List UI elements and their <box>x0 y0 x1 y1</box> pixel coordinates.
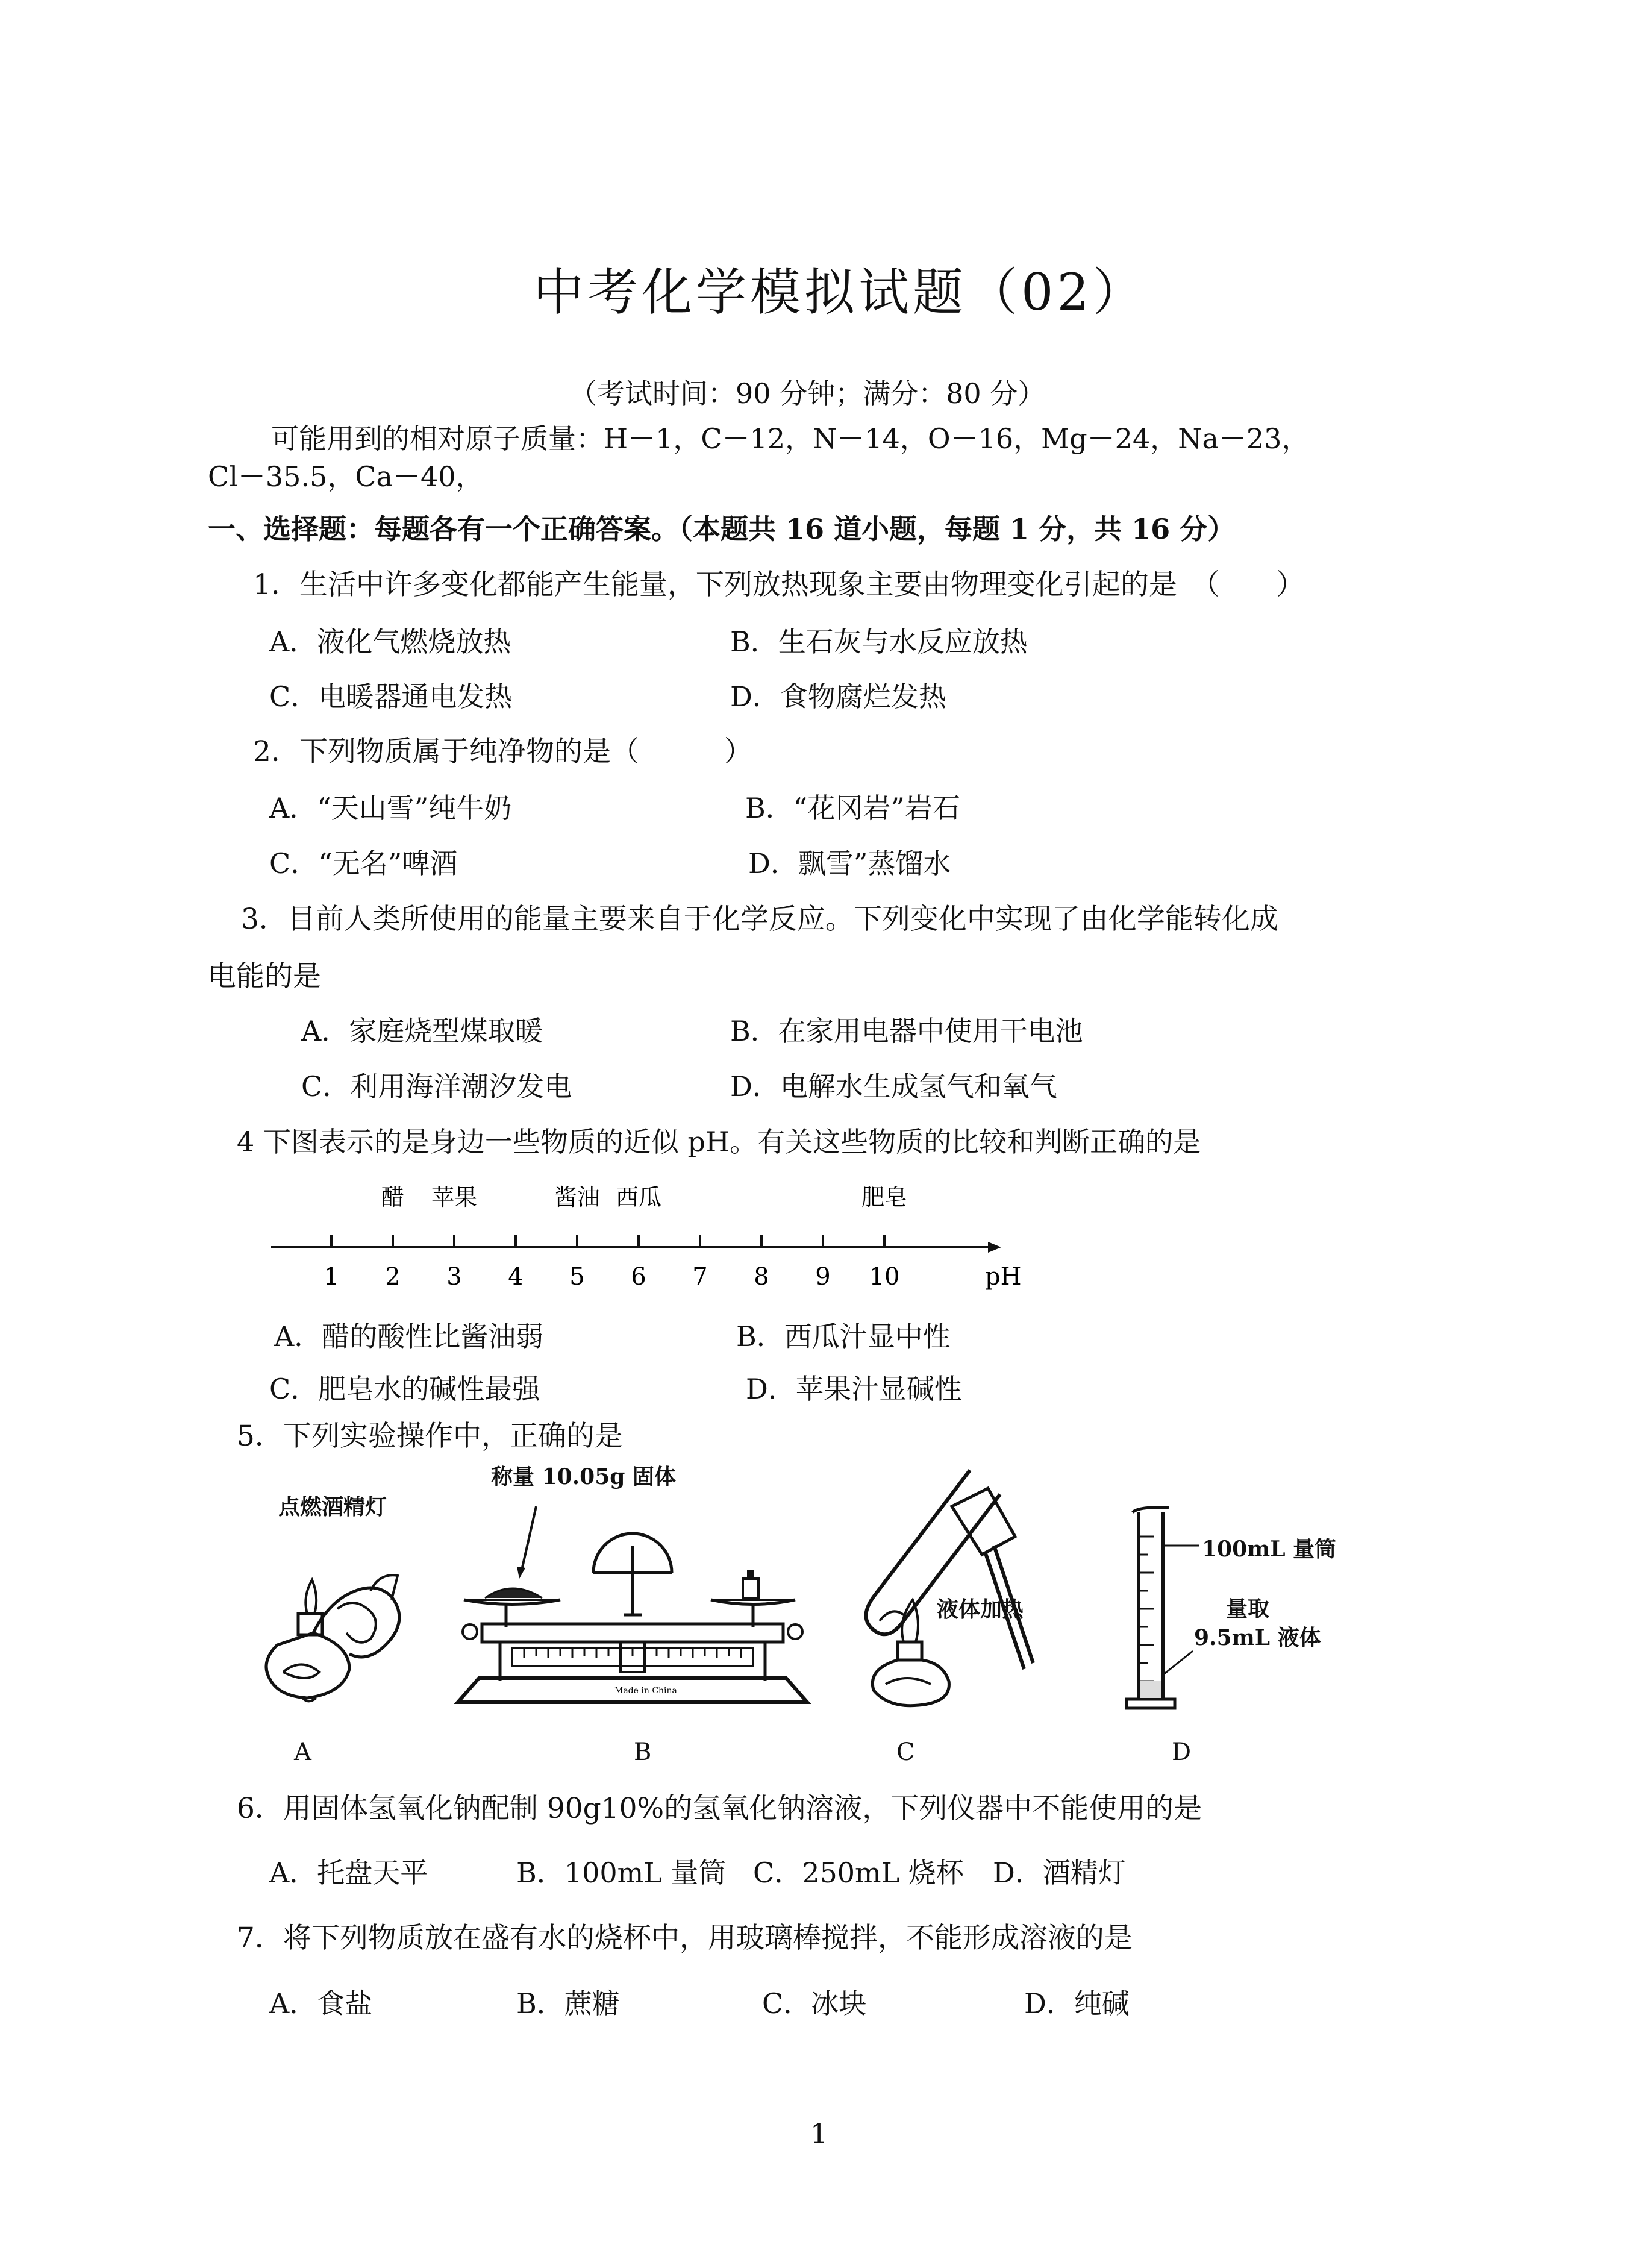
ph-substance-label: 醋 <box>381 1184 405 1211</box>
question-3-stem-line-2: 电能的是 <box>208 960 321 993</box>
ph-substance-label: 西瓜 <box>615 1184 662 1211</box>
ph-tick-label: 3 <box>446 1263 462 1291</box>
ph-tick-label: 2 <box>385 1263 401 1291</box>
question-1-option-b: B．生石灰与水反应放热 <box>730 625 1028 658</box>
question-5-stem: 5．下列实验操作中，正确的是 <box>237 1420 623 1453</box>
ph-tick-label: 6 <box>631 1263 646 1291</box>
question-3-option-a: A．家庭烧型煤取暖 <box>301 1015 543 1047</box>
question-7-stem: 7．将下列物质放在盛有水的烧杯中，用玻璃棒搅拌，不能形成溶液的是 <box>237 1922 1133 1955</box>
section-heading: 一、选择题：每题各有一个正确答案。（本题共 16 道小题，每题 1 分，共 16 分） <box>208 513 1236 545</box>
fig-d-caption-3: 9.5mL 液体 <box>1194 1625 1321 1650</box>
ph-tick-label: 9 <box>815 1263 831 1291</box>
fig-b-caption: 称量 10.05g 固体 <box>491 1464 676 1490</box>
graduated-cylinder-figure <box>1121 1500 1205 1717</box>
question-7-option-b: B．蔗糖 <box>516 1987 620 2020</box>
atomic-mass-line-2: Cl－35.5，Ca－40， <box>208 460 484 493</box>
question-4-stem: 4 下图表示的是身边一些物质的近似 pH。有关这些物质的比较和判断正确的是 <box>237 1126 1201 1158</box>
ph-axis-arrow <box>988 1242 1001 1253</box>
ph-axis-label: pH <box>985 1263 1022 1291</box>
question-2-option-d: D．飘雪”蒸馏水 <box>748 847 951 880</box>
ph-tick-label: 5 <box>569 1263 585 1291</box>
question-6-stem: 6．用固体氢氧化钠配制 90g10%的氢氧化钠溶液，下列仪器中不能使用的是 <box>237 1792 1202 1825</box>
fig-a-label: A <box>294 1738 311 1766</box>
atomic-mass-line-1: 可能用到的相对原子质量：H－1，C－12，N－14，O－16，Mg－24，Na－23， <box>271 422 1310 455</box>
ph-tick-label: 8 <box>754 1263 769 1291</box>
question-2-option-b: B．“花冈岩”岩石 <box>745 792 960 824</box>
ph-substance-label: 酱油 <box>554 1184 601 1211</box>
question-1-stem: 1．生活中许多变化都能产生能量，下列放热现象主要由物理变化引起的是 （ ） <box>253 568 1305 601</box>
question-2-option-a: A．“天山雪”纯牛奶 <box>269 792 512 824</box>
question-4-option-c: C．肥皂水的碱性最强 <box>269 1373 540 1405</box>
page-title: 中考化学模拟试题（02） <box>533 263 1147 322</box>
balance-maker-text: Made in China <box>614 1686 677 1696</box>
fig-a-caption: 点燃酒精灯 <box>278 1494 387 1520</box>
question-3-option-c: C．利用海洋潮汐发电 <box>301 1070 572 1103</box>
question-4-option-d: D．苹果汁显碱性 <box>746 1373 962 1405</box>
question-1-option-d: D．食物腐烂发热 <box>730 680 946 713</box>
ph-tick-label: 1 <box>324 1263 339 1291</box>
question-7-option-a: A．食盐 <box>269 1987 373 2020</box>
fig-d-caption-2: 量取 <box>1226 1596 1270 1621</box>
question-3-stem-line-1: 3．目前人类所使用的能量主要来自于化学反应。下列变化中实现了由化学能转化成 <box>241 903 1278 936</box>
question-6-option-d: D．酒精灯 <box>993 1856 1126 1889</box>
question-6-option-b: B．100mL 量筒 <box>516 1856 727 1889</box>
question-7-option-c: C．冰块 <box>762 1987 867 2020</box>
fig-c-caption: 液体加热 <box>937 1597 1024 1622</box>
page-number: 1 <box>810 2117 828 2150</box>
question-4-option-a: A．醋的酸性比酱油弱 <box>274 1320 544 1353</box>
ph-scale-figure <box>265 1169 1022 1295</box>
question-2-option-c: C．“无名”啤酒 <box>269 847 458 880</box>
fig-c-label: C <box>896 1738 915 1766</box>
question-1-option-c: C．电暖器通电发热 <box>269 680 513 713</box>
ph-tick-label: 7 <box>692 1263 708 1291</box>
question-4-option-b: B．西瓜汁显中性 <box>736 1320 951 1353</box>
alcohol-lamp-lighting-figure <box>247 1543 434 1723</box>
balance-figure <box>446 1494 831 1711</box>
fig-b-label: B <box>634 1738 652 1766</box>
fig-d-label: D <box>1172 1738 1192 1766</box>
ph-substance-label: 苹果 <box>431 1184 478 1211</box>
question-1-option-a: A．液化气燃烧放热 <box>269 625 511 658</box>
question-7-option-d: D．纯碱 <box>1024 1987 1130 2020</box>
ph-substance-label: 肥皂 <box>861 1184 908 1211</box>
question-6-option-a: A．托盘天平 <box>269 1856 428 1889</box>
question-6-option-c: C．250mL 烧杯 <box>753 1856 964 1889</box>
question-2-stem: 2．下列物质属于纯净物的是（ ） <box>253 735 752 768</box>
question-3-option-b: B．在家用电器中使用干电池 <box>730 1015 1083 1047</box>
exam-info: （考试时间：90 分钟；满分：80 分） <box>569 377 1046 410</box>
question-3-option-d: D．电解水生成氢气和氧气 <box>730 1070 1057 1103</box>
fig-d-caption-1: 100mL 量筒 <box>1202 1537 1337 1562</box>
ph-tick-label: 10 <box>869 1263 900 1291</box>
ph-tick-label: 4 <box>508 1263 524 1291</box>
liquid-heating-figure <box>831 1470 1048 1711</box>
